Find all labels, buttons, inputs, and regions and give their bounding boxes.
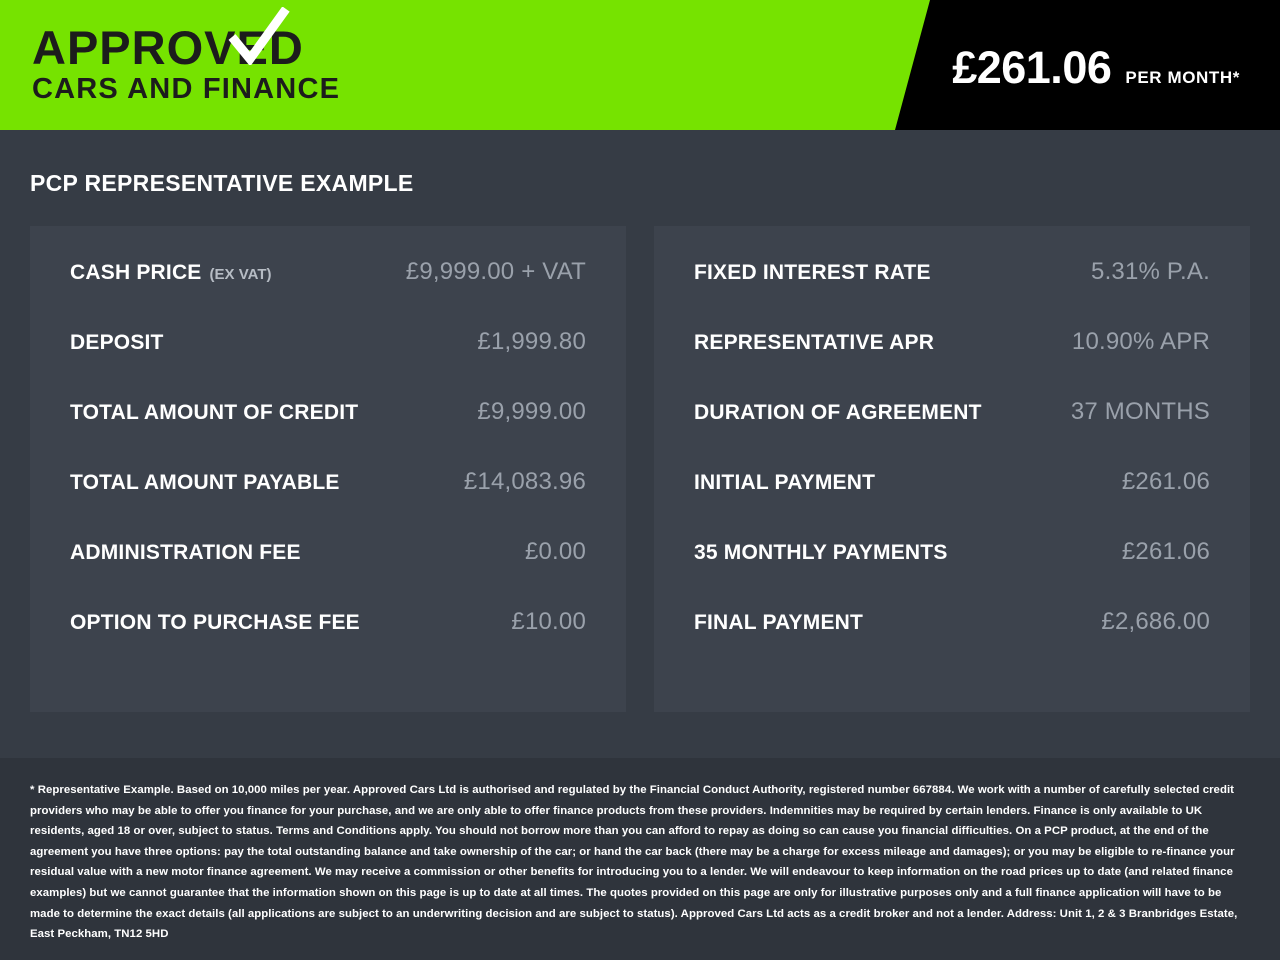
row-label: FIXED INTEREST RATE	[694, 261, 931, 284]
row-value: £1,999.80	[477, 328, 586, 355]
row-label-group	[694, 611, 871, 635]
row-label: DURATION OF AGREEMENT	[694, 401, 982, 424]
disclaimer-text: * Representative Example. Based on 10,000 miles per year. Approved Cars Ltd is authorised and regulated by the Financial Conduct Authority, registered number 667884. We work with a number of carefully selected credit providers who may be able to offer you finance for your purchase, and we are only able to offer finance products from these providers. Indemnities may be required by certain lenders. Finance is only available to UK residents, aged 18 or over, subject to status. Terms and Conditions apply. You should not borrow more than you can afford to repay as doing so can cause you financial difficulties. On a PCP product, at the end of the agreement you have three options: pay the total outstanding balance and take ownership of the car; or hand the car back (there may be a charge for excess mileage and damages); or you may be eligible to re-finance your residual value with a new motor finance agreement. We may receive a commission or other benefits for introducing you to a lender. We will endeavour to keep information on the road prices up to date (and related finance examples) but we cannot guarantee that the information shown on this page is up to date at all times. The quotes provided on this page are only for illustrative purposes only and a full finance application will have to be made to determine the exact details (all applications are subject to an underwriting decision and are subject to status). Approved Cars Ltd acts as a credit broker and not a lender. Address: Unit 1, 2 & 3 Branbridges Estate, East Peckham, TN12 5HD	[30, 784, 1238, 941]
row-label: TOTAL AMOUNT PAYABLE	[70, 471, 340, 494]
row-value: £10.00	[511, 608, 586, 635]
table-row	[694, 468, 1210, 538]
monthly-price	[952, 42, 1240, 94]
row-value: £2,686.00	[1101, 608, 1210, 635]
row-label-group	[70, 331, 172, 355]
page-header	[0, 0, 1280, 130]
row-label: CASH PRICE	[70, 261, 202, 284]
row-value: £14,083.96	[463, 468, 586, 495]
row-label-group	[694, 261, 939, 285]
logo-line2: CARS AND FINANCE	[32, 73, 341, 105]
table-row	[70, 398, 586, 468]
row-label: ADMINISTRATION FEE	[70, 541, 301, 564]
row-label-group	[70, 611, 368, 635]
table-row	[70, 608, 586, 678]
row-label: DEPOSIT	[70, 331, 164, 354]
row-value: £261.06	[1121, 538, 1210, 565]
table-row	[694, 258, 1210, 328]
logo-line1: APPROVED	[32, 21, 304, 74]
row-label-group	[70, 261, 271, 285]
row-label: OPTION TO PURCHASE FEE	[70, 611, 360, 634]
finance-panel-left	[30, 226, 626, 712]
row-label-group	[70, 471, 348, 495]
row-sublabel: (EX VAT)	[209, 266, 272, 283]
row-label-group	[694, 331, 942, 355]
row-value: £9,999.00	[477, 398, 586, 425]
row-value: £261.06	[1121, 468, 1210, 495]
table-row	[694, 608, 1210, 678]
row-label-group	[694, 541, 956, 565]
price-amount: £261.06	[952, 42, 1112, 93]
table-row	[70, 258, 586, 328]
table-row	[694, 328, 1210, 398]
row-label: FINAL PAYMENT	[694, 611, 864, 634]
row-label: 35 MONTHLY PAYMENTS	[694, 541, 948, 564]
row-label: TOTAL AMOUNT OF CREDIT	[70, 401, 359, 424]
brand-logo	[32, 21, 352, 105]
table-row	[70, 538, 586, 608]
finance-panel-right	[654, 226, 1250, 712]
main-content	[0, 130, 1280, 758]
row-value: 37 MONTHS	[1070, 398, 1210, 425]
row-label: REPRESENTATIVE APR	[694, 331, 935, 354]
table-row	[694, 398, 1210, 468]
table-row	[70, 328, 586, 398]
price-period-label: PER MONTH*	[1125, 68, 1240, 87]
row-label-group	[70, 541, 309, 565]
row-value: 5.31% P.A.	[1091, 258, 1210, 285]
table-row	[694, 538, 1210, 608]
page-title: PCP REPRESENTATIVE EXAMPLE	[30, 170, 414, 196]
row-label-group	[694, 401, 990, 425]
page-footer	[0, 758, 1280, 960]
row-label: INITIAL PAYMENT	[694, 471, 876, 494]
row-value: £0.00	[524, 538, 586, 565]
table-row	[70, 468, 586, 538]
row-value: £9,999.00 + VAT	[405, 258, 586, 285]
row-value: 10.90% APR	[1071, 328, 1210, 355]
row-label-group	[70, 401, 366, 425]
row-label-group	[694, 471, 883, 495]
finance-panels	[30, 226, 1250, 712]
